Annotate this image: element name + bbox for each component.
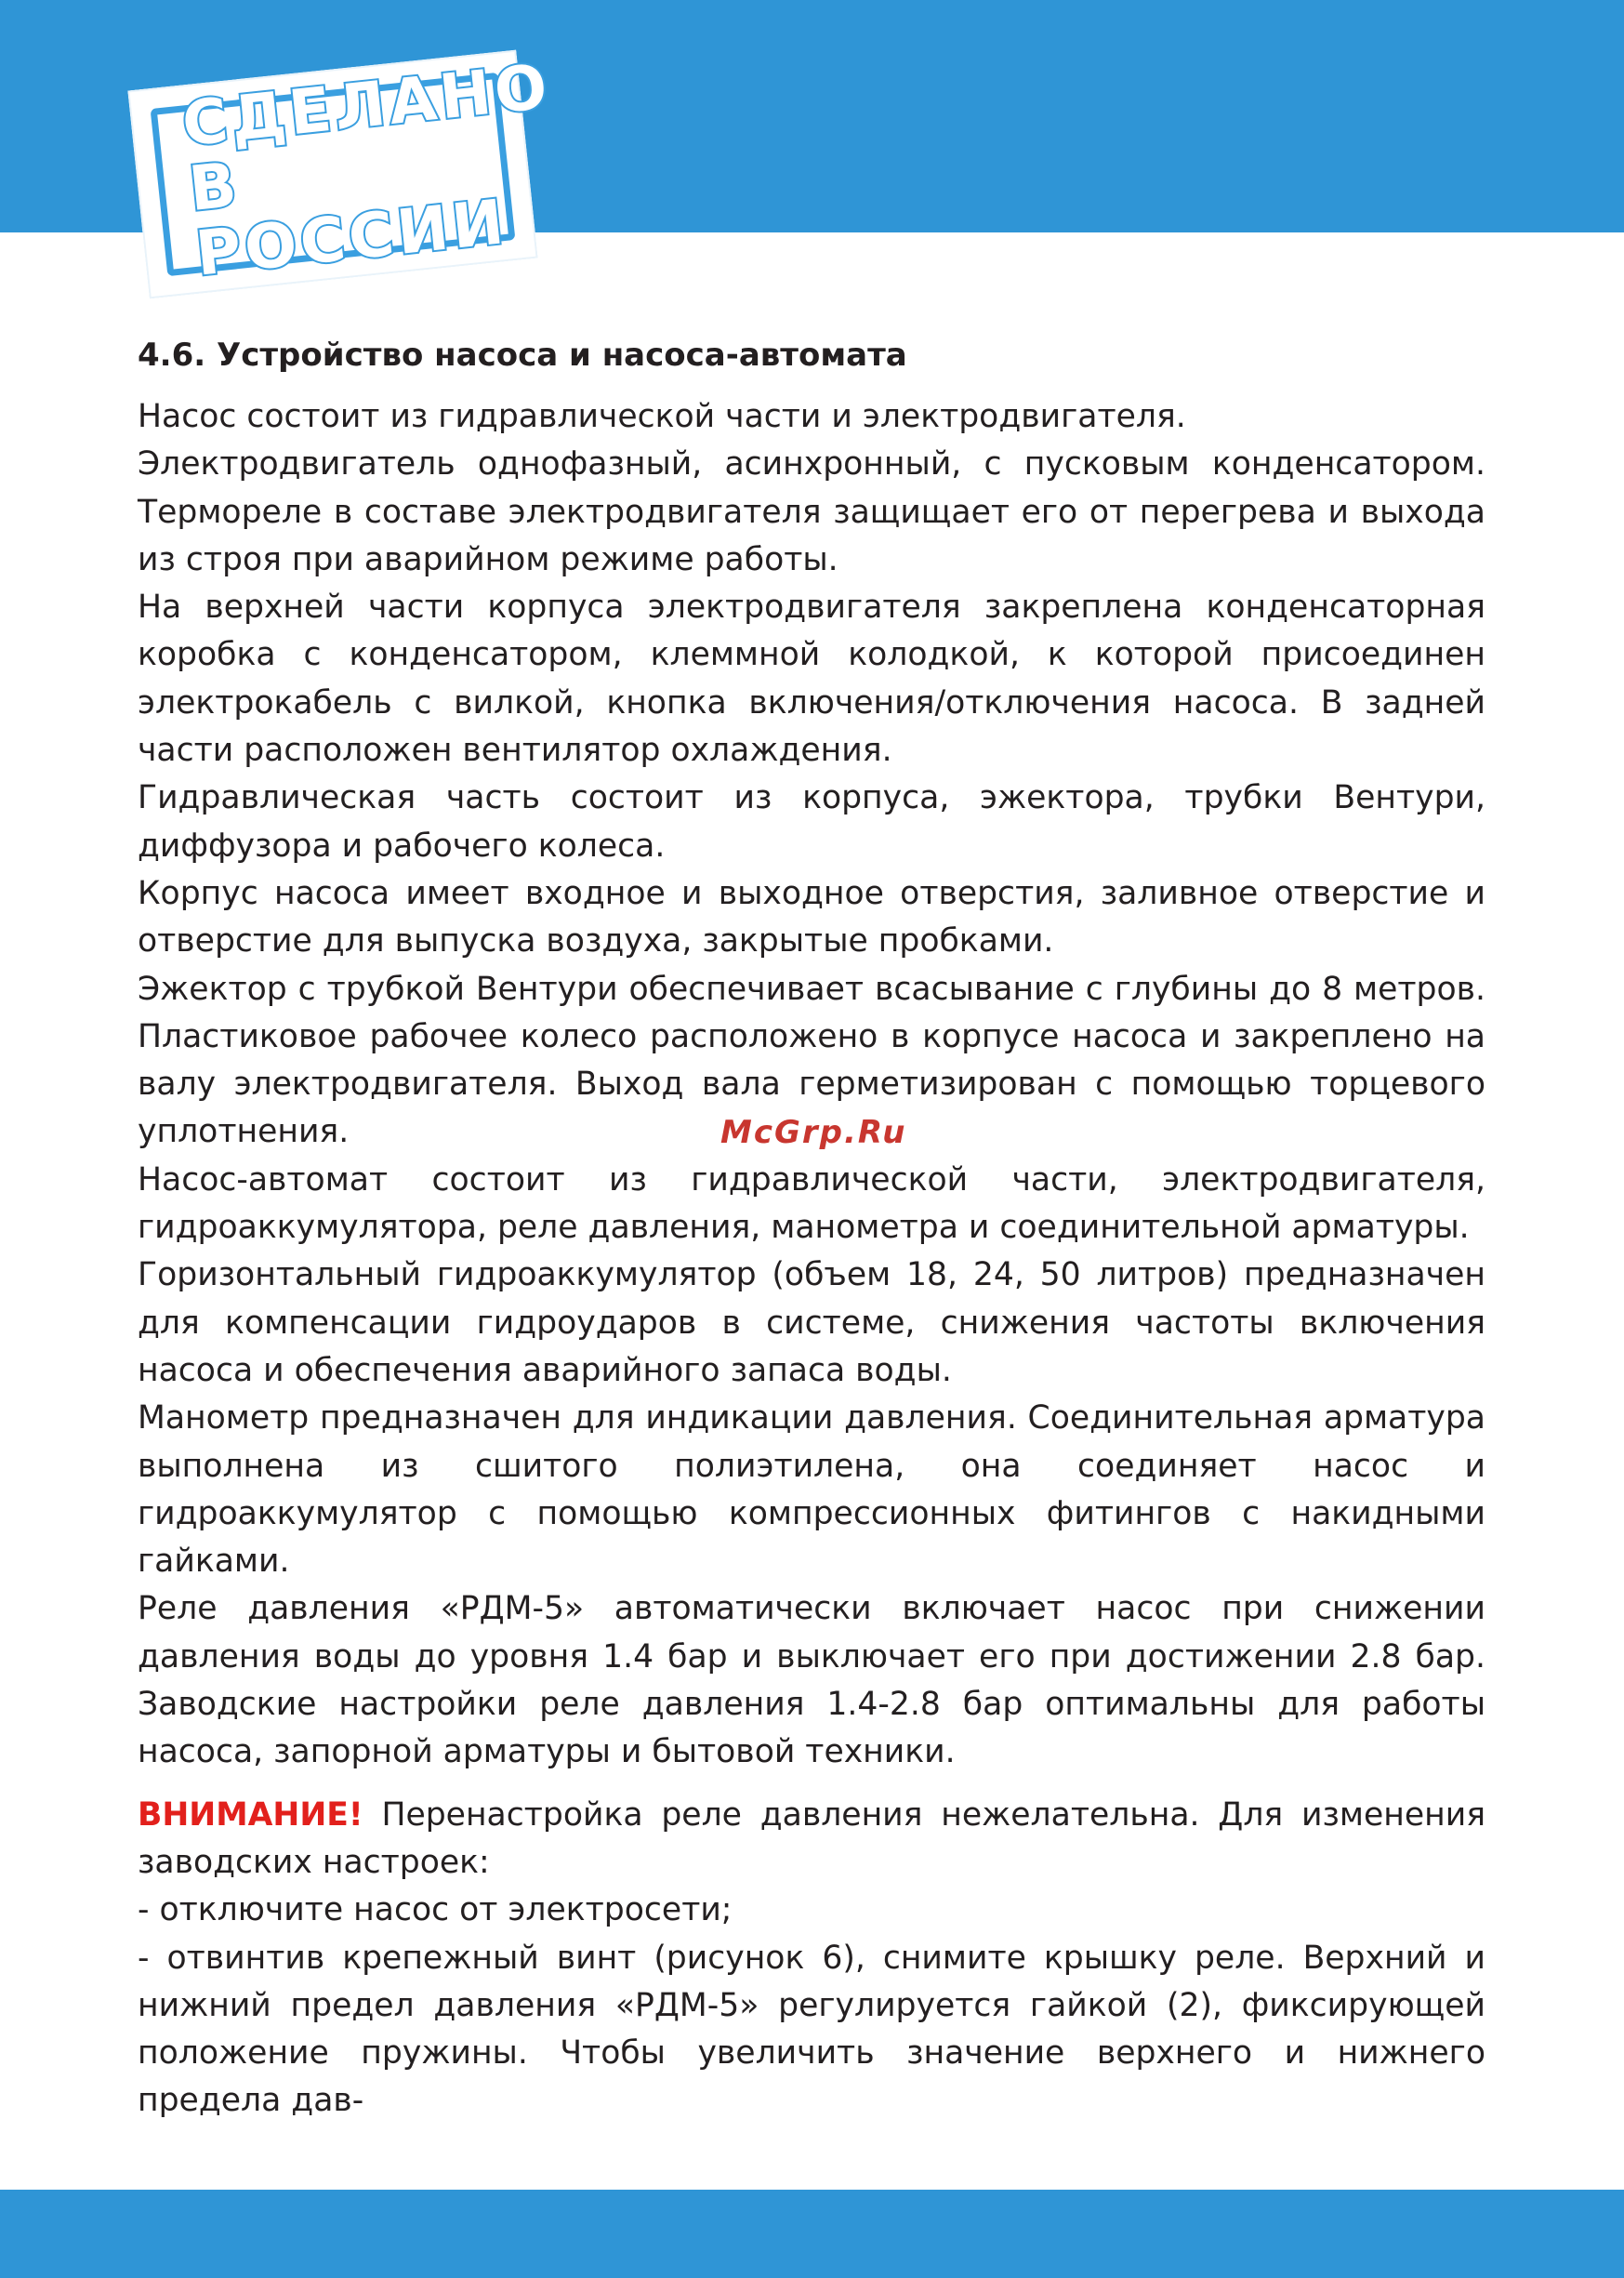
bottom-blue-band (0, 2190, 1624, 2278)
attention-label: ВНИМАНИЕ! (138, 1795, 363, 1834)
paragraph: Насос-автомат состоит из гидравлической части, электродвигателя, гидроаккумулятора, реле давления, манометра и соединительной арматуры. (138, 1160, 1485, 1247)
paragraph: Гидравлическая часть состоит из корпуса, эжектора, трубки Вентури, диффузора и рабочего колеса. (138, 779, 1485, 865)
section-heading: 4.6. Устройство насоса и насоса-автомата (138, 337, 907, 374)
paragraph: Эжектор с трубкой Вентури обеспечивает всасывание с глубины до 8 метров. Пластиковое рабочее колесо расположено в корпусе насоса и закреплено на валу электродвигателя. Выход вала герметизирован с помощью торцевого уплотнения. (138, 970, 1485, 1151)
watermark: McGrp.Ru (720, 1114, 907, 1151)
attention-paragraph (138, 1792, 1485, 1887)
stamp-line-2: В РОССИИ (185, 148, 511, 290)
document-body (138, 330, 1485, 2126)
paragraph: Манометр предназначен для индикации давления. Соединительная арматура выполнена из сшитого полиэтилена, она соединяет насос и гидроаккумулятор с помощью компрессионных фитингов с накидными гайками. (138, 1399, 1485, 1581)
paragraph: Электродвигатель однофазный, асинхронный, с пусковым конденсатором. Термореле в составе электродвигателя защищает его от перегрева и выхода из строя при аварийном режиме работы. (138, 445, 1485, 578)
stamp-line-1: СДЕЛАНО (178, 49, 554, 160)
made-in-russia-stamp (127, 49, 554, 299)
paragraph: Реле давления «РДМ-5» автоматически включает насос при снижении давления воды до уровня 1.4 бар и выключает его при достижении 2.8 бар. Заводские настройки реле давления 1.4-2.8 бар оптимальны для работы насоса, запорной арматуры и бытовой техники. (138, 1590, 1485, 1771)
paragraph: Корпус насоса имеет входное и выходное отверстия, заливное отверстие и отверстие для выпуска воздуха, закрытые пробками. (138, 874, 1485, 960)
paragraph: На верхней части корпуса электродвигателя закреплена конденсаторная коробка с конденсатором, клеммной колодкой, к которой присоединен электрокабель с вилкой, кнопка включения/отключения насоса. В задней части расположен вентилятор охлаждения. (138, 589, 1485, 770)
paragraph: Насос состоит из гидравлической части и электродвигателя. (138, 398, 1186, 435)
paragraph: Горизонтальный гидроаккумулятор (объем 18, 24, 50 литров) предназначен для компенсации гидроударов в системе, снижения частоты включения насоса и обеспечения аварийного запаса воды. (138, 1256, 1485, 1389)
stamp-frame (151, 49, 554, 290)
instruction-step: - отключите насос от электросети; (138, 1891, 733, 1929)
attention-text: Перенастройка реле давления нежелательна. Для изменения заводских настроек: (138, 1795, 1485, 1881)
instruction-step: - отвинтив крепежный винт (рисунок 6), снимите крышку реле. Верхний и нижний предел давления «РДМ-5» регулируется гайкой (2), фиксирующей положение пружины. Чтобы увеличить значение верхнего и нижнего предела дав- (138, 1939, 1485, 2120)
